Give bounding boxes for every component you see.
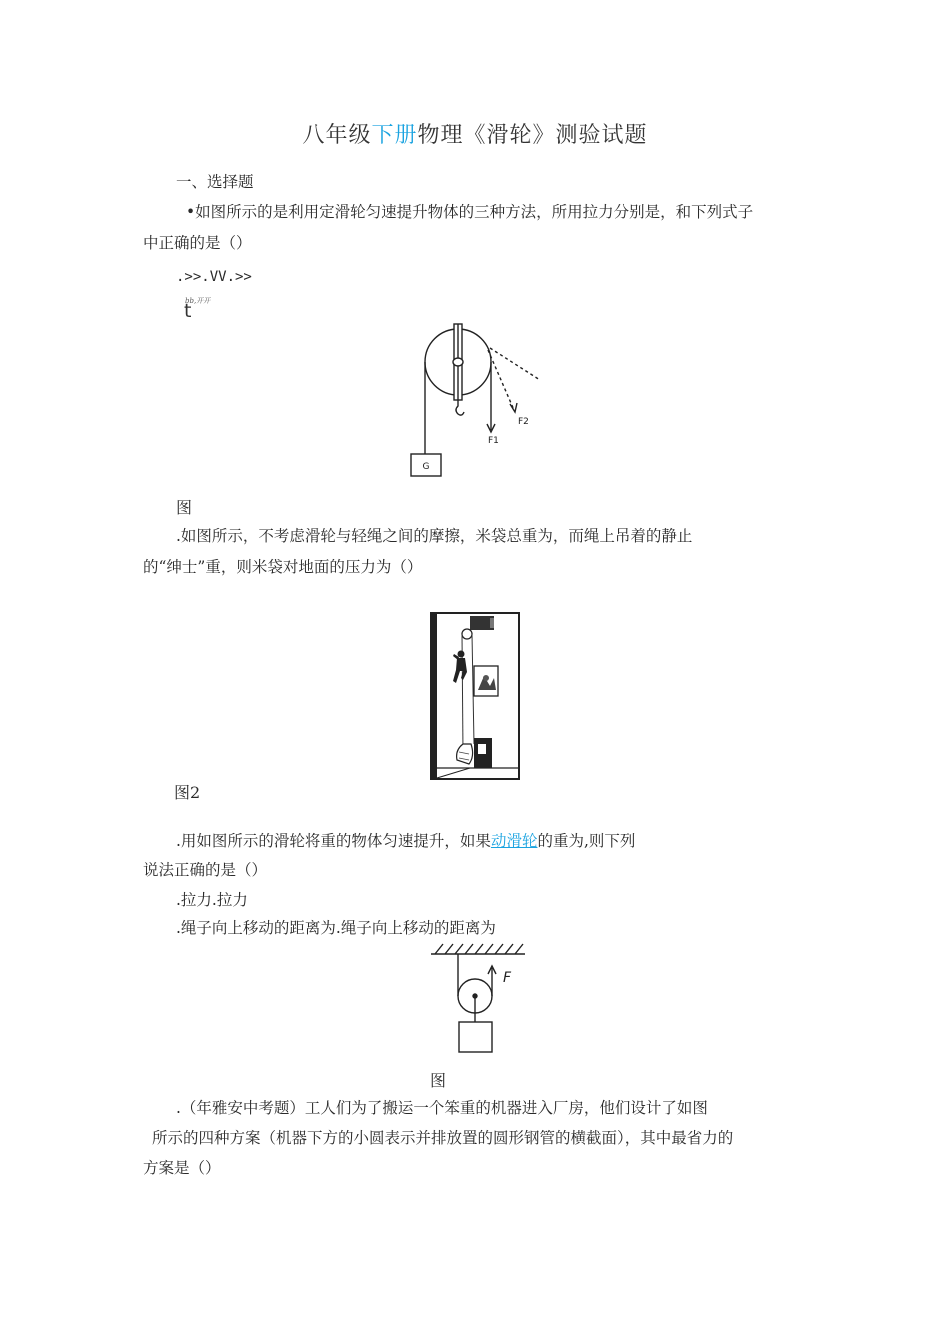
pulley <box>462 629 472 639</box>
q3-options-ab: .拉力.拉力 <box>176 891 248 909</box>
label-f2: F2 <box>518 417 529 427</box>
title-highlight: 下册 <box>371 123 418 148</box>
q2-caption: 图2 <box>174 783 201 802</box>
label-f1: F1 <box>488 436 499 446</box>
page-title <box>0 118 950 149</box>
figure-fixed-pulley <box>380 318 560 483</box>
label-force-f: F <box>503 970 512 986</box>
rope-f3 <box>490 348 540 380</box>
title-prefix: 八年级 <box>302 123 372 148</box>
q1-options: .>>.VV.>> <box>176 269 252 285</box>
q1-line2: 中正确的是（） <box>143 234 252 252</box>
q1-tee: t <box>184 300 192 322</box>
q3-line1-post: 的重为,则下列 <box>537 832 636 850</box>
pulley-hook <box>456 400 464 415</box>
figure-movable-pulley <box>425 940 535 1058</box>
q3-line1-pre: .用如图所示的滑轮将重的物体匀速提升，如果 <box>176 832 491 850</box>
link-movable-pulley[interactable]: 动滑轮 <box>490 832 538 850</box>
q4-line2: 所示的四种方案（机器下方的小圆表示并排放置的圆形钢管的横截面），其中最省力的 <box>152 1129 734 1147</box>
q2-line2: 的“绅士”重，则米袋对地面的压力为（） <box>143 558 423 576</box>
q3-caption: 图 <box>430 1071 447 1090</box>
q1-caption: 图 <box>176 498 193 517</box>
section-heading: 一、选择题 <box>176 173 254 191</box>
figure-gentleman-rope <box>430 612 522 782</box>
q4-line1: .（年雅安中考题）工人们为了搬运一个笨重的机器进入厂房，他们设计了如图 <box>176 1099 708 1117</box>
rope-f2 <box>488 350 514 410</box>
q3-line2: 说法正确的是（） <box>143 861 268 879</box>
title-suffix: 物理《滑轮》测验试题 <box>417 123 648 148</box>
q2-line1: .如图所示，不考虑滑轮与轻绳之间的摩擦，米袋总重为，而绳上吊着的静止 <box>176 527 693 545</box>
q3-line1 <box>176 831 635 851</box>
q3-options-cd: .绳子向上移动的距离为.绳子向上移动的距离为 <box>176 919 496 937</box>
weight-box <box>459 1022 492 1052</box>
left-wall <box>431 613 437 779</box>
label-g: G <box>422 462 430 472</box>
q1-tiny-text: bb,开开 <box>185 297 211 305</box>
q4-line3: 方案是（） <box>143 1159 221 1177</box>
q1-line1: •如图所示的是利用定滑轮匀速提升物体的三种方法，所用拉力分别是，和下列式子 <box>186 203 754 221</box>
